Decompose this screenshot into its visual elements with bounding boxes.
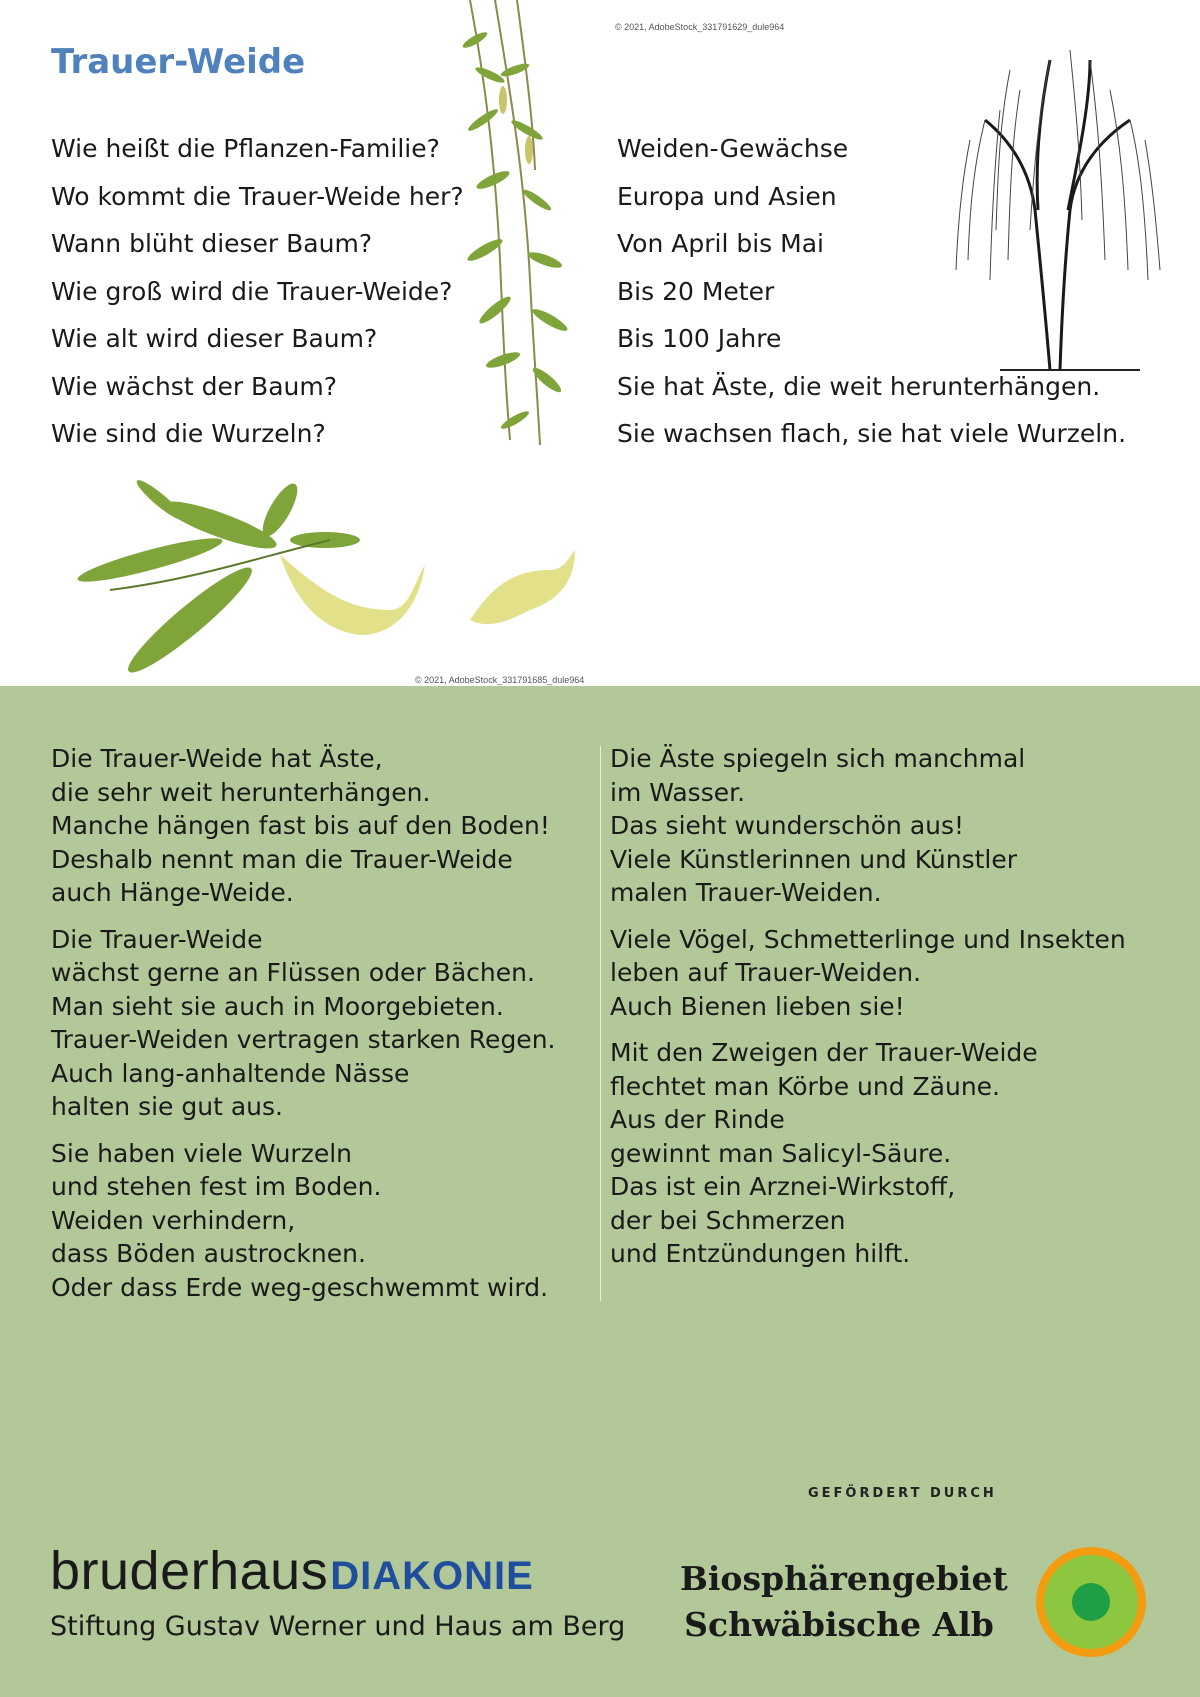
paragraph: Die Trauer-Weide wächst gerne an Flüssen oder Bächen. Man sieht sie auch in Moorgebieten. Trauer-Weiden vertragen starken Regen. Auch lang-anhaltende Nässe halten sie gut aus. [51, 924, 556, 1121]
bruderhaus-logo [50, 1542, 625, 1642]
bruderhaus-subtitle: Stiftung Gustav Werner und Haus am Berg [50, 1611, 626, 1642]
bruderhaus-word: bruderhaus [50, 1541, 329, 1601]
qa-row [51, 324, 1181, 372]
biosphere-line2: Schwäbische Alb [684, 1605, 994, 1644]
question: Wie wächst der Baum? [51, 371, 337, 401]
biosphere-wordmark [680, 1556, 1008, 1648]
qa-row [51, 277, 1181, 325]
question: Wie heißt die Pflanzen-Familie? [51, 134, 440, 163]
qa-table [51, 134, 1181, 467]
paragraph: Mit den Zweigen der Trauer-Weide flechtet man Körbe und Zäune. Aus der Rinde gewinnt man Salicyl-Säure. Das ist ein Arznei-Wirkstoff, der bei Schmerzen und Entzündungen hilft. [610, 1038, 1038, 1268]
column-divider [600, 746, 601, 1301]
photo-credit-branch: © 2021, AdobeStock_331791629_dule964 [615, 22, 785, 32]
answer: Sie hat Äste, die weit herunterhängen. [617, 371, 1101, 401]
qa-row [51, 229, 1181, 277]
paragraph: Die Trauer-Weide hat Äste, die sehr weit herunterhängen. Manche hängen fast bis auf den Boden! Deshalb nennt man die Trauer-Weide auch Hänge-Weide. [51, 744, 550, 907]
paragraph: Sie haben viele Wurzeln und stehen fest im Boden. Weiden verhindern, dass Böden austrocknen. Oder dass Erde weg-geschwemmt wird. [51, 1138, 549, 1302]
qa-row [51, 134, 1181, 182]
left-column [51, 742, 591, 1317]
qa-row [51, 372, 1181, 420]
paragraph: Die Äste spiegeln sich manchmal im Wasser. Das sieht wunderschön aus! Viele Künstlerinnen und Künstler malen Trauer-Weiden. [610, 744, 1026, 907]
qa-row [51, 182, 1181, 230]
question: Wann blüht dieser Baum? [51, 229, 373, 258]
photo-credit-catkins: © 2021, AdobeStock_331791685_dule964 [415, 675, 585, 685]
biosphere-logo [1033, 1544, 1149, 1660]
willow-catkins-photo [70, 460, 610, 680]
answer: Weiden-Gewächse [617, 134, 849, 163]
answer: Sie wachsen flach, sie hat viele Wurzeln. [617, 419, 1127, 448]
top-section [0, 0, 1200, 686]
question: Wie sind die Wurzeln? [51, 419, 326, 448]
answer: Von April bis Mai [617, 229, 824, 258]
question: Wie alt wird dieser Baum? [51, 324, 378, 353]
funded-by-label: GEFÖRDERT DURCH [808, 1486, 997, 1501]
diakonie-word: DIAKONIE [330, 1554, 534, 1598]
bruderhaus-wordmark [50, 1542, 625, 1605]
answer: Bis 20 Meter [617, 276, 775, 306]
paragraph: Viele Vögel, Schmetterlinge und Insekten leben auf Trauer-Weiden. Auch Bienen lieben sie! [610, 924, 1126, 1021]
answer: Bis 100 Jahre [617, 324, 782, 353]
biosphere-line1: Biosphärengebiet [680, 1559, 1008, 1598]
right-column [610, 742, 1170, 1284]
page-title: Trauer-Weide [51, 42, 306, 82]
answer: Europa und Asien [617, 181, 837, 211]
question: Wie groß wird die Trauer-Weide? [51, 276, 453, 306]
question: Wo kommt die Trauer-Weide her? [51, 181, 464, 211]
